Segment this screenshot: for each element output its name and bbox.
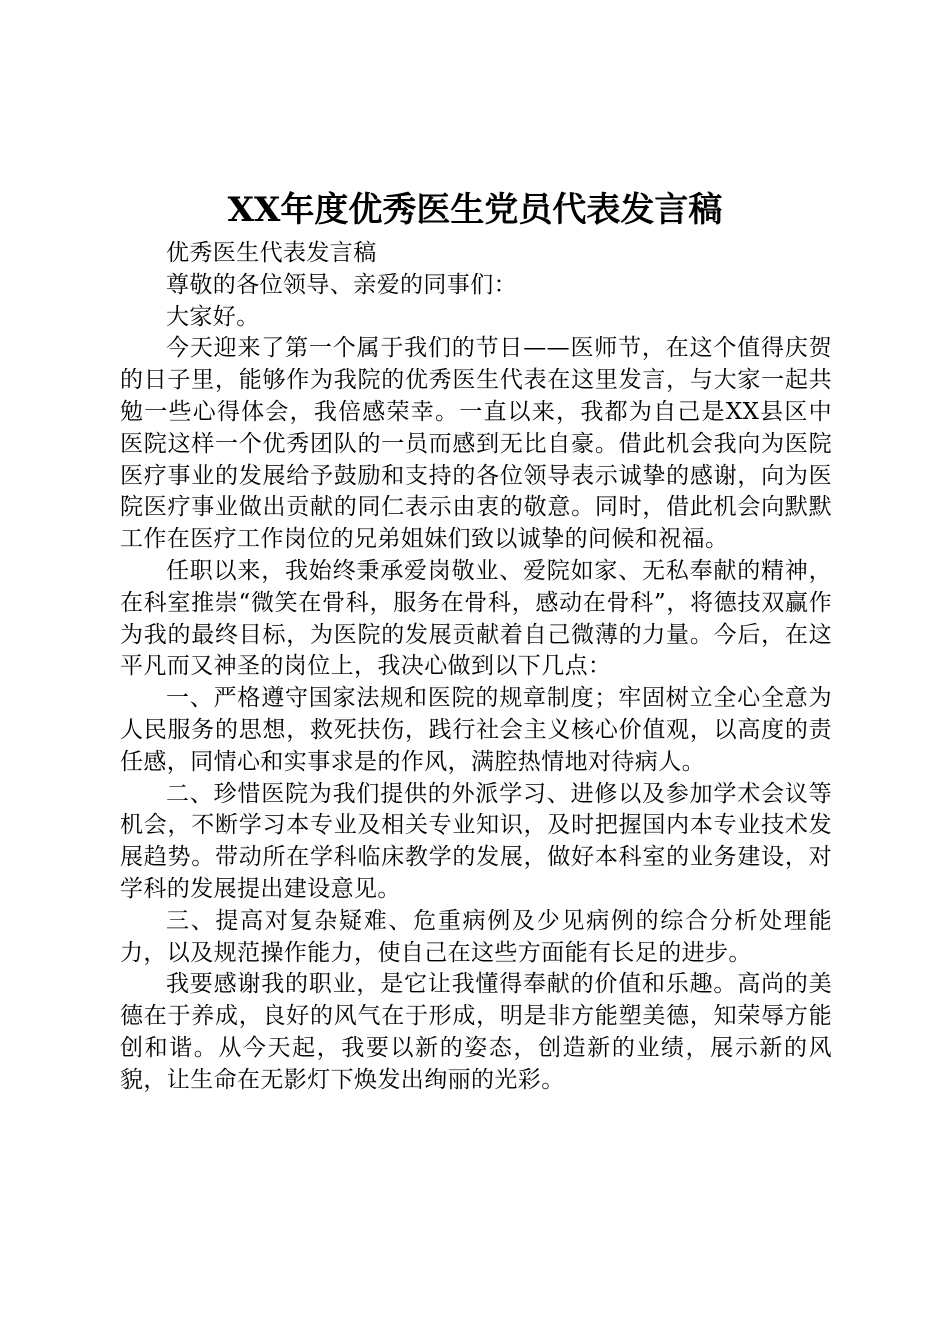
document-title: XX年度优秀医生党员代表发言稿: [227, 190, 723, 230]
paragraph-subtitle: 优秀医生代表发言稿: [166, 240, 377, 266]
paragraph-point-one: 一、严格遵守国家法规和医院的规章制度；牢固树立全心全意为人民服务的思想，救死扶伤，践行社会主义核心价值观，以高度的责任感，同情心和实事求是的作风，满腔热情地对待病人。: [120, 685, 832, 775]
paragraph-greeting: 大家好。: [166, 303, 260, 330]
paragraph-opening: 今天迎来了第一个属于我们的节日——医师节，在这个值得庆贺的日子里，能够作为我院的优秀医生代表在这里发言，与大家一起共勉一些心得体会，我倍感荣幸。一直以来，我都为自己是XX县区中医院这样一个优秀团队的一员而感到无比自豪。借此机会我向为医院医疗事业的发展给予鼓励和支持的各位领导表示诚挚的感谢，向为医院医疗事业做出贡献的同仁表示由衷的敬意。同时，借此机会向默默工作在医疗工作岗位的兄弟姐妹们致以诚挚的问候和祝福。: [120, 335, 832, 553]
paragraph-commitment: 任职以来，我始终秉承爱岗敬业、爱院如家、无私奉献的精神，在科室推崇“微笑在骨科，服务在骨科，感动在骨科”，将德技双赢作为我的最终目标，为医院的发展贡献着自己微薄的力量。今后，在这平凡而又神圣的岗位上，我决心做到以下几点：: [120, 557, 832, 680]
document-body: [120, 238, 832, 1097]
paragraph-salutation: 尊敬的各位领导、亲爱的同事们：: [166, 271, 517, 298]
paragraph-point-three: 三、提高对复杂疑难、危重病例及少见病例的综合分析处理能力，以及规范操作能力，使自己在这些方面能有长足的进步。: [120, 907, 832, 966]
paragraph-point-two: 二、珍惜医院为我们提供的外派学习、进修以及参加学术会议等机会，不断学习本专业及相关专业知识，及时把握国内本专业技术发展趋势。带动所在学科临床教学的发展，做好本科室的业务建设，对学科的发展提出建设意见。: [120, 780, 832, 902]
paragraph-closing: 我要感谢我的职业，是它让我懂得奉献的价值和乐趣。高尚的美德在于养成，良好的风气在于形成，明是非方能塑美德，知荣辱方能创和谐。从今天起，我要以新的姿态，创造新的业绩，展示新的风貌，让生命在无影灯下焕发出绚丽的光彩。: [120, 971, 832, 1093]
